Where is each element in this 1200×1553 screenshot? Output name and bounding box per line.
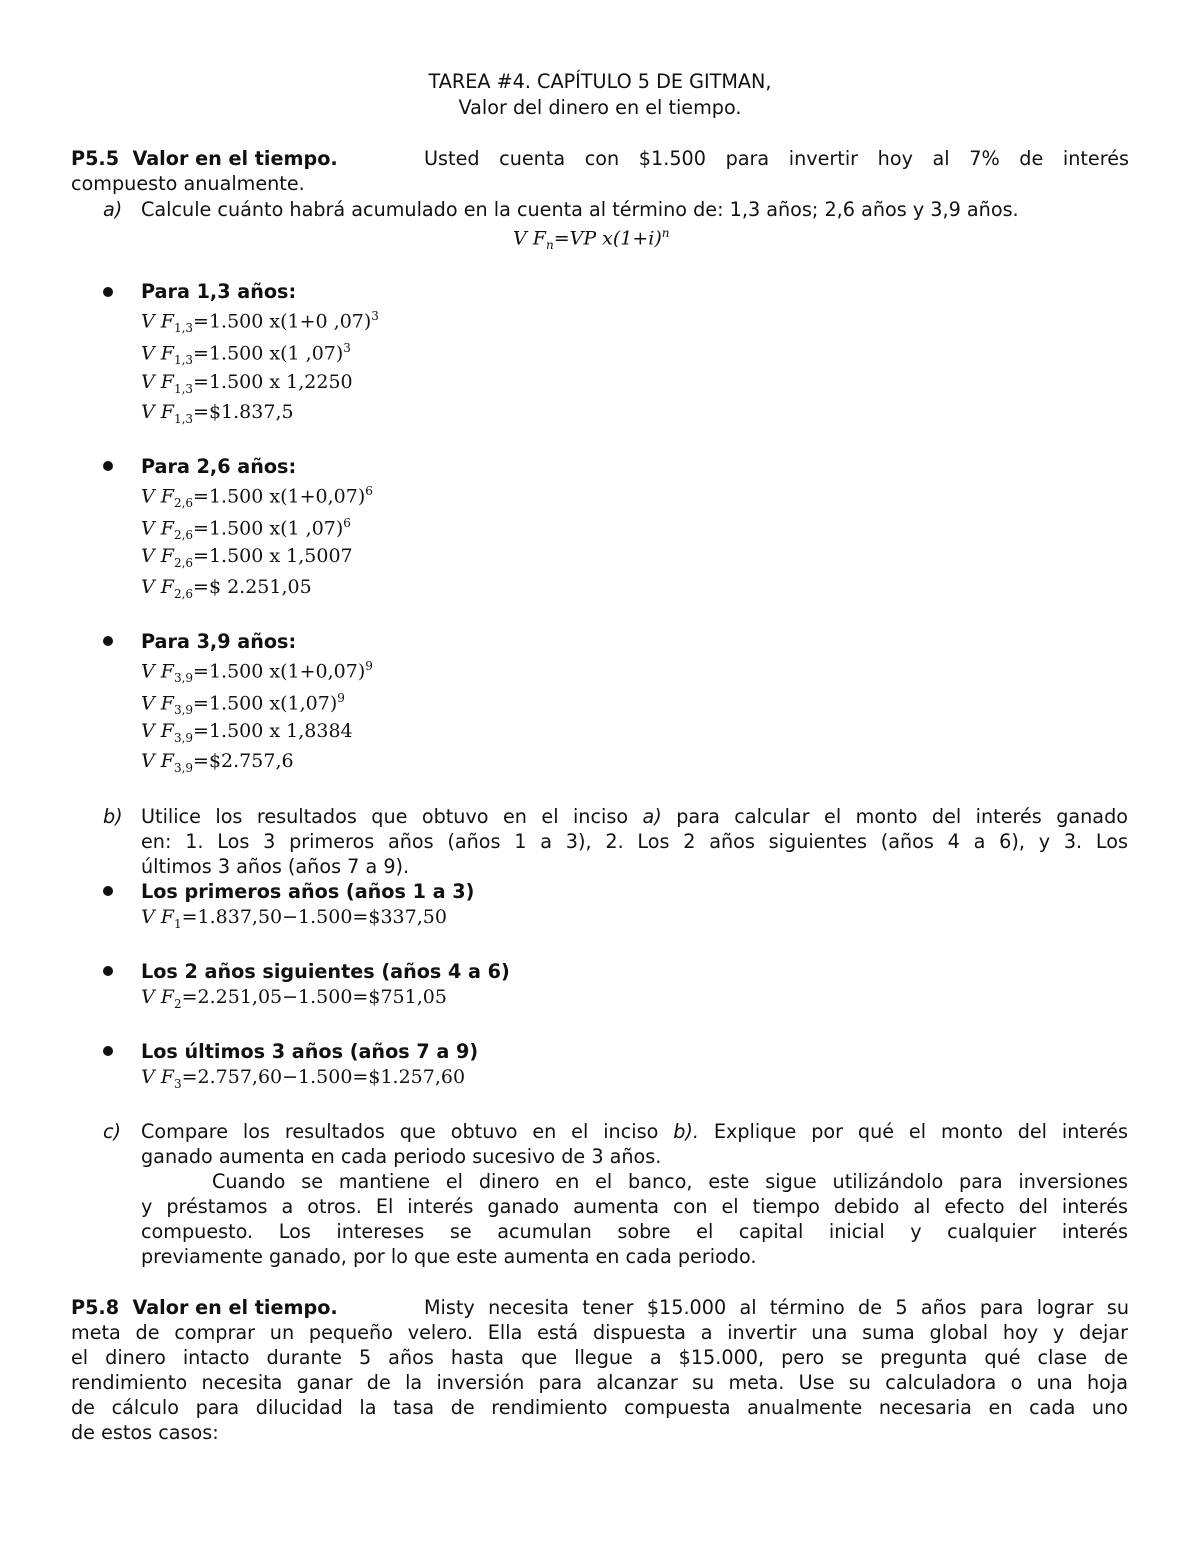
answer-line-3: compuesto. Los intereses se acumulan sobre el capital inicial y cualquier interés [141,1220,1128,1243]
bullet-icon [103,461,113,471]
item-c-label: c) [103,1120,122,1143]
bullet-icon [103,886,113,896]
item-b-line2: en: 1. Los 3 primeros años (años 1 a 3), 2. Los 2 años siguientes (años 4 a 6), y 3. Los [141,830,1128,853]
equation-line: V $F_{2,6}=1.500$ x 1,5007 [141,545,353,570]
bullet-icon [103,636,113,646]
general-formula: V $F_n=VP$ $x(1+i)^n$ [513,226,670,253]
p58-line: meta de comprar un pequeño velero. Ella está dispuesta a invertir una suma global hoy y dejar [71,1321,1128,1344]
equation-line: V $F_{3,9}=1.500$ x 1,8384 [141,720,353,745]
problem-label-p55 [71,147,338,170]
p58-line-1: Misty necesita tener $15.000 al término de 5 años para lograr su [424,1296,1129,1319]
bullet-icon [103,287,113,297]
item-b-line1: Utilice los resultados que obtuvo en el inciso a) para calcular el monto del interés ganado [141,805,1128,828]
item-a-label: a) [103,198,123,221]
equation-line: V $F_{1,3}=1.500$ x(1 ,07)$^3$ [141,341,351,368]
group-title-3: Para 3,9 años: [141,630,297,653]
problem-intro-line2: compuesto anualmente. [71,172,305,195]
equation-line: V $F_{3,9}=1.500$ $x(1+0,07)^9$ [141,659,373,686]
item-a-text: Calcule cuánto habrá acumulado en la cuenta al término de: 1,3 años; 2,6 años y 3,9 años. [141,198,1019,221]
equation-line: V $F_2=2.251,05-1.500=\$751,05$ [141,986,447,1011]
equation-line: V $F_3=2.757,60-1.500=\$1.257,60$ [141,1066,466,1091]
item-c-line2: ganado aumenta en cada periodo sucesivo de 3 años. [141,1145,662,1168]
item-b-label: b) [103,805,123,828]
document-title: TAREA #4. CAPÍTULO 5 DE GITMAN, [428,70,772,93]
equation-line: V $F_{2,6}=\$$ 2.251,05 [141,576,312,601]
equation-line: V $F_{1,3}=\$1.837,5$ [141,401,294,426]
equation-line: V $F_{3,9}=\$2.757,6$ [141,750,294,775]
b-item-title-2: Los 2 años siguientes (años 4 a 6) [141,960,510,983]
problem-heading: Valor en el tiempo. [132,1296,338,1319]
problem-number: P5.5 [71,147,120,170]
answer-line-1: Cuando se mantiene el dinero en el banco, este sigue utilizándolo para inversiones [212,1170,1128,1193]
problem-intro-line1: Usted cuenta con $1.500 para invertir hoy al 7% de interés [424,147,1129,170]
equation-line: V $F_{3,9}=1.500$ $x(1,07)^9$ [141,691,345,718]
group-title-1: Para 1,3 años: [141,280,297,303]
bullet-icon [103,966,113,976]
p58-line: de cálculo para dilucidad la tasa de rendimiento compuesta anualmente necesaria en cada uno [71,1396,1128,1419]
answer-line-2: y préstamos a otros. El interés ganado aumenta con el tiempo debido al efecto del interés [141,1195,1128,1218]
document-subtitle: Valor del dinero en el tiempo. [458,96,742,119]
p58-line: de estos casos: [71,1421,219,1444]
b-item-title-1: Los primeros años (años 1 a 3) [141,880,475,903]
equation-line: V $F_{2,6}=1.500$ x(1 ,07)$^6$ [141,516,351,543]
equation-line: V $F_{1,3}=1.500$ x 1,2250 [141,371,353,396]
item-b-line3: últimos 3 años (años 7 a 9). [141,855,410,878]
equation-line: V $F_{1,3}=1.500$ x(1+0 ,07)$^3$ [141,309,379,336]
problem-heading: Valor en el tiempo. [132,147,338,170]
problem-label-p58 [71,1296,338,1319]
b-item-title-3: Los últimos 3 años (años 7 a 9) [141,1040,479,1063]
equation-line: V $F_1=1.837,50-1.500=\$337,50$ [141,906,447,931]
p58-line: rendimiento necesita ganar de la inversión para alcanzar su meta. Use su calculadora o una hoja [71,1371,1128,1394]
answer-line-4: previamente ganado, por lo que este aumenta en cada periodo. [141,1245,757,1268]
p58-line: el dinero intacto durante 5 años hasta que llegue a $15.000, pero se pregunta qué clase de [71,1346,1128,1369]
item-c-line1: Compare los resultados que obtuvo en el inciso b). Explique por qué el monto del interés [141,1120,1128,1143]
problem-number: P5.8 [71,1296,120,1319]
equation-line: V $F_{2,6}=1.500$ $x(1+0,07)^6$ [141,484,373,511]
bullet-icon [103,1046,113,1056]
group-title-2: Para 2,6 años: [141,455,297,478]
